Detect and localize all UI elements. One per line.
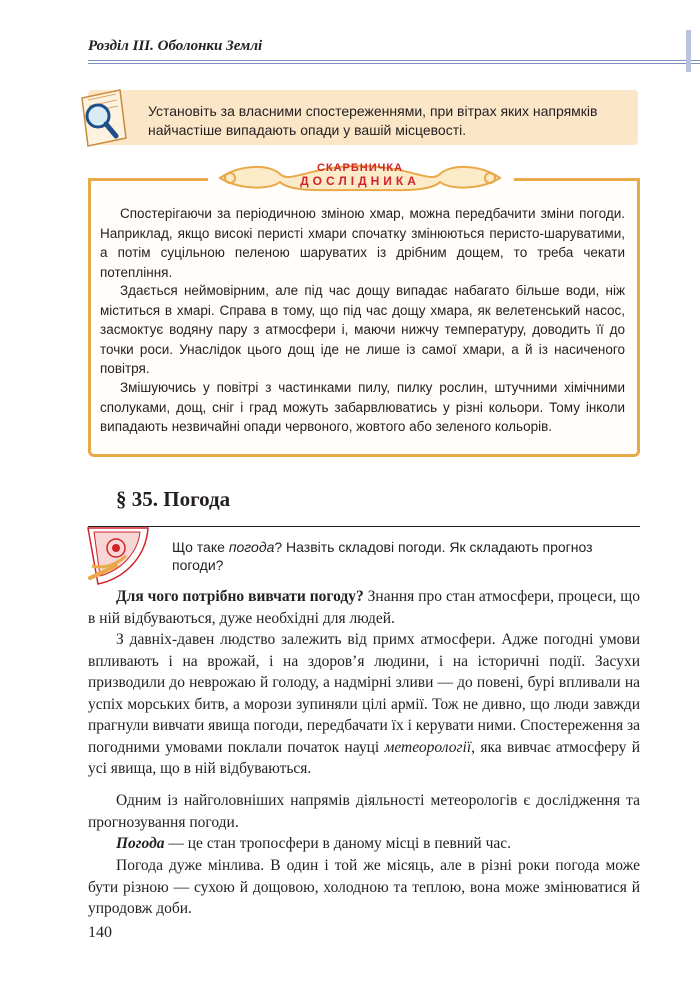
body-paragraph: Одним із найголовніших напрямів діяльності метеорологів є дослідження та прогнозування погоди. xyxy=(88,792,640,831)
paragraph-text: , яка вивчає атмосферу й усі явища, що в ній відбуваються. xyxy=(88,738,640,777)
header-rule xyxy=(88,60,700,66)
paragraph-text: З давніх-давен людство залежить від примх атмосфери. Адже погодні умови впливають і на врожай, і на здоров’я людини, і на історичні події. Засухи призводили до неврожаю й голоду, а надмірні зливи — до повені, бурі впливали на успіх морських битв, а морози зупиняли цілі армії. Тож не дивно, що люди завжди прагнули вивчати явища погоди, передбачати їх і керувати ними. Спостереження за погодними умовами поклали початок науці xyxy=(88,631,640,756)
page-number: 140 xyxy=(88,924,112,941)
magnifier-on-page-icon xyxy=(68,82,140,154)
running-header xyxy=(88,38,608,55)
section-title: § 35. Погода xyxy=(116,487,231,511)
header-chapter: Оболонки Землі xyxy=(157,38,263,54)
treasury-top-rule-left xyxy=(88,178,208,181)
body-paragraph xyxy=(88,586,640,629)
body-paragraph xyxy=(88,629,640,780)
header-section: Розділ ІІІ. xyxy=(88,38,154,54)
term-meteorology: метеорології xyxy=(384,738,472,756)
ornament-corner-icon xyxy=(86,526,156,586)
header-corner-bar xyxy=(686,30,691,72)
paragraph-heading: Для чого потрібно вивчати погоду? xyxy=(116,588,364,605)
treasury-paragraph: Змішуючись у повітрі з частинками пилу, пилку рослин, штучними хімічними сполуками, дощ, сніг і град можуть забарвлюватись у різні кольори. Тому інколи випадають незвичайні опади червоного, жовтого або зеленого кольорів. xyxy=(100,380,625,434)
paragraph-text: — це стан тропосфери в даному місці в певний час. xyxy=(164,835,512,852)
body-paragraph: Погода дуже мінлива. В один і той же місяць, але в різні роки погода може бути різною — сухою й дощовою, холодною та теплою, вона може змінюватися й упродовж доби. xyxy=(88,857,640,917)
questions-part: Що таке xyxy=(172,539,229,555)
questions-rule xyxy=(88,526,640,527)
treasury-paragraph: Здається неймовірним, але під час дощу випадає набагато більше води, ніж міститься в хмарі. Справа в тому, що під час дощу хмара, як велетенський насос, засмоктує водяну пару з атмосфери і, маючи нижчу температуру, доводить її до точки роси. Унаслідок цього дощ іде не лише із самої хмари, а й із насиченого повітря. xyxy=(100,283,625,376)
questions-term: погода xyxy=(228,539,275,555)
term-weather: Погода xyxy=(116,835,165,852)
paragraph-text: Знання про стан атмосфери, процеси, що в ній відбуваються, дуже необхідні для людей. xyxy=(88,588,640,627)
treasury-title-line1: СКАРБНИЧКА xyxy=(316,162,404,174)
treasury-top-rule-right xyxy=(514,178,637,181)
treasury-paragraph: Спостерігаючи за періодичною зміною хмар, можна передбачити зміни погоди. Наприклад, якщо високі перисті хмари спочатку змінюються перисто-шаруватими, а потім суцільною пеленою шаруватих із дрібним дощем, то треба чекати потепління. xyxy=(100,206,625,280)
treasury-title-line2: ДОСЛІДНИКА xyxy=(300,174,420,188)
questions-part: ? Назвіть складові погоди. Як складають прогноз погоди? xyxy=(172,539,593,573)
task-text: Установіть за власними спостереженнями, при вітрах яких напрямків найчастіше випадають опади у вашій місцевості. xyxy=(148,103,598,138)
body-paragraph xyxy=(88,833,640,855)
questions-text xyxy=(172,538,642,574)
